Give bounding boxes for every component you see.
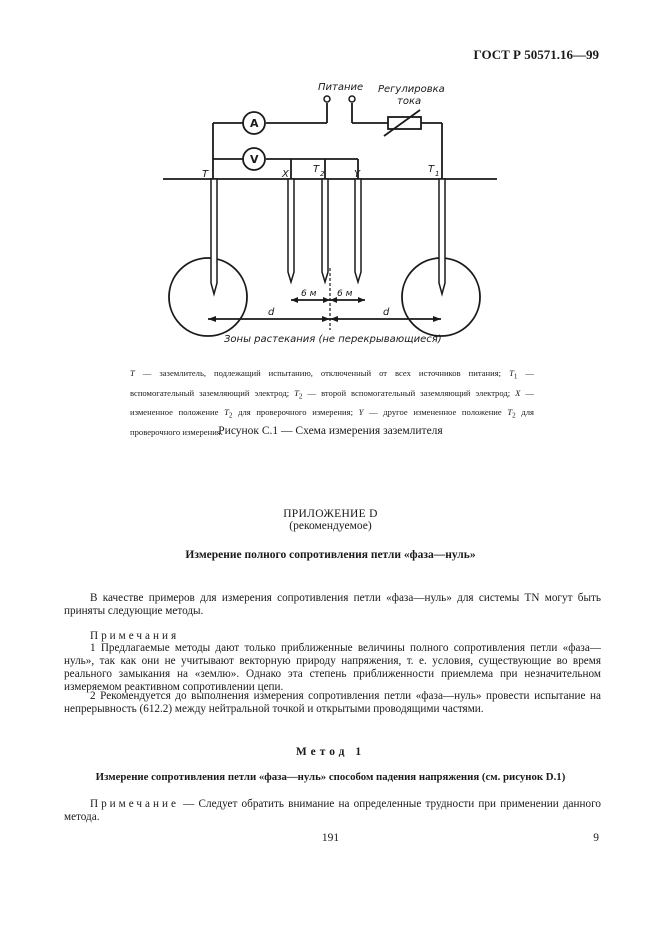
label-X: X bbox=[282, 169, 289, 180]
method-heading: Измерение сопротивления петли «фаза—нуль» способом падения напряжения (см. рисунок D.1) bbox=[95, 771, 566, 783]
rheostat bbox=[388, 117, 421, 129]
label-zones: Зоны растекания (не перекрывающиеся) bbox=[224, 334, 442, 345]
label-6m-left: 6 м bbox=[301, 289, 317, 299]
method-note: Примечание — Следует обратить внимание на определенные трудности при применении данного метода. bbox=[64, 798, 601, 823]
label-supply: Питание bbox=[318, 82, 364, 93]
appendix-subtitle: (рекомендуемое) bbox=[289, 520, 372, 532]
label-T1-sub: 1 bbox=[435, 170, 440, 178]
label-regulation-1: Регулировка bbox=[378, 84, 445, 95]
label-T1: T bbox=[428, 164, 435, 175]
figure-caption: Рисунок С.1 — Схема измерения заземлителя bbox=[218, 425, 443, 437]
electrode-X bbox=[288, 179, 294, 282]
label-regulation-2: тока bbox=[397, 96, 422, 107]
label-ammeter: A bbox=[250, 117, 259, 130]
zone-circle-left bbox=[169, 258, 247, 336]
label-d-left: d bbox=[268, 307, 275, 318]
note-2: 2 Рекомендуется до выполнения измерения сопротивления петли «фаза—нуль» провести испытание на непрерывность (612.2) между нейтральной точкой и открытыми проводящими частями. bbox=[64, 690, 601, 715]
label-T: T bbox=[202, 169, 209, 180]
label-6m-right: 6 м bbox=[337, 289, 353, 299]
label-Y: Y bbox=[354, 169, 361, 180]
electrode-Y bbox=[355, 179, 361, 282]
label-voltmeter: V bbox=[250, 153, 259, 166]
electrode-T1 bbox=[439, 179, 445, 294]
page-number-right: 9 bbox=[593, 832, 599, 844]
figure-legend: T — заземлитель, подлежащий испытанию, отключенный от всех источников питания; $T_1$ — вспомогательный заземляющий электрод; $T_2$ — второй вспомогательный заземляющий электрод; X — измененное положение $T_2$ для проверочного измерения; Y — другое измененное положение $T_2$ для проверочного измерения. bbox=[130, 368, 535, 438]
grounding-measurement-diagram bbox=[0, 0, 661, 360]
label-T2: T bbox=[313, 164, 320, 175]
label-d-right: d bbox=[383, 307, 390, 318]
electrode-T bbox=[211, 179, 217, 294]
note-1: 1 Предлагаемые методы дают только приближенные величины полного сопротивления петли «фаза—нуль», так как они не учитывают векторную природу напряжения, т. е. условия, существующие во время реального замыкания на «землю». Однако эта степень приближенности приемлема при незначительном измеряемом реактивном сопротивлении цепи. bbox=[64, 642, 601, 693]
electrode-T2 bbox=[322, 179, 328, 282]
notes-title: Примечания bbox=[90, 630, 180, 642]
label-T2-sub: 2 bbox=[320, 170, 325, 178]
standard-header: ГОСТ Р 50571.16—99 bbox=[473, 47, 599, 62]
method-title: Метод 1 bbox=[295, 746, 366, 758]
intro-paragraph: В качестве примеров для измерения сопротивления петли «фаза—нуль» для системы TN могут быть приняты следующие методы. bbox=[64, 592, 601, 617]
page-number-center: 191 bbox=[321, 832, 340, 844]
appendix-title: ПРИЛОЖЕНИЕ D bbox=[283, 508, 378, 520]
appendix-heading: Измерение полного сопротивления петли «фаза—нуль» bbox=[185, 549, 476, 561]
